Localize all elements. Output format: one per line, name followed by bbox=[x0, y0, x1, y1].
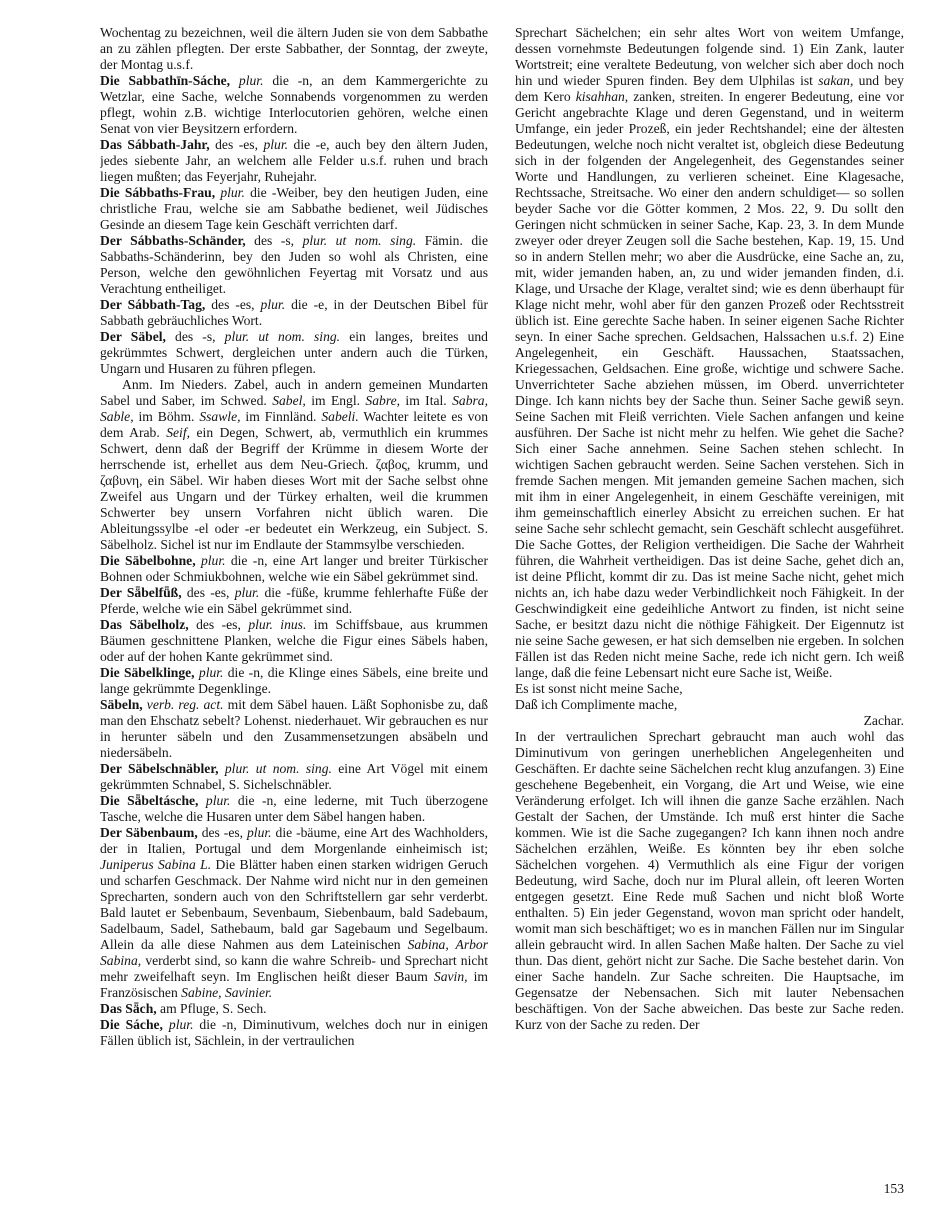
text-run: am Pfluge, S. Sech. bbox=[156, 1001, 267, 1016]
headword: Die Sabbathīn-Sáche, bbox=[100, 73, 231, 88]
text-run: im Engl. bbox=[305, 393, 366, 408]
text-run: Daß ich Complimente mache, bbox=[515, 697, 678, 712]
grammar-label: plur. inus. bbox=[248, 617, 307, 632]
grammar-label: plur. ut nom. sing. bbox=[224, 329, 341, 344]
headword: Die Sáche, bbox=[100, 1017, 163, 1032]
plain-paragraph bbox=[515, 25, 904, 681]
text-run: die -e, in der Deutschen Bibel für Sabbath gebräuchliches Wort. bbox=[100, 297, 488, 328]
headword: Der Sábbaths-Schänder, bbox=[100, 233, 246, 248]
headword: Der Sǟbelfǖß, bbox=[100, 585, 182, 600]
text-run bbox=[230, 73, 239, 88]
grammar-label: plur. bbox=[260, 297, 286, 312]
text-run: im Ital. bbox=[400, 393, 453, 408]
dictionary-entry bbox=[100, 665, 488, 697]
text-run: ein langes, breites und gekrümmtes Schwert, dergleichen unter andern auch die Türken, Ungarn und Husaren zu führen pflegen. bbox=[100, 329, 488, 376]
dictionary-entry bbox=[100, 585, 488, 617]
dictionary-entry bbox=[100, 825, 488, 1001]
text-run: ein Degen, Schwert, ab, vermuthlich ein krummes Schwert, denn daß der Begriff der Krümme in diesem Worte der herrschende ist, erhellet aus dem Neu-Griech. ζαβος, krumm, und ζαβυνη, ein Säbel. Wir haben dieses Wort mit der Sache selbst ohne Zweifel aus Ungarn und der Türkey erhalten, weil die krummen Schwerter bey unsern Vorfahren nicht üblich waren. Die Ableitungssylbe -el oder -er bedeutet ein Werkzeug, ein Subject. S. Säbelholz. Sichel ist nur im Endlaute der Stammsylbe verschieden. bbox=[100, 425, 488, 552]
dictionary-entry bbox=[100, 73, 488, 137]
grammar-label: Sabra, Sable, bbox=[100, 393, 488, 424]
text-run: im Finnländ. bbox=[240, 409, 322, 424]
text-run: die -n, die Klinge eines Säbels, eine breite und lange gekrümmte Degenklinge. bbox=[100, 665, 488, 696]
grammar-label: plur. bbox=[200, 553, 226, 568]
text-run: im Französischen bbox=[100, 969, 488, 1000]
dictionary-entry bbox=[100, 1001, 488, 1017]
headword: Das Sǟch, bbox=[100, 1001, 157, 1016]
text-run: im Böhm. bbox=[133, 409, 200, 424]
headword: Die Säbelklinge, bbox=[100, 665, 195, 680]
grammar-label: plur. bbox=[205, 793, 231, 808]
text-run: Fämin. die Sabbaths-Schänderinn, bey den Juden so wohl als Christen, eine Person, welche den gewöhnlichen Feyertag mit Vorsatz und aus Verachtung entheiliget. bbox=[100, 233, 488, 296]
text-run: verderbt sind, so kann die wahre Schreib- und Sprechart nicht mehr zweifelhaft seyn. Im Englischen heißt dieser Baum bbox=[100, 953, 488, 984]
grammar-label: sakan, bbox=[818, 73, 854, 88]
text-run: die -n, eine Art langer und breiter Türkischer Bohnen oder Schmiukbohnen, welche wie ein Säbel gekrümmet sind. bbox=[100, 553, 488, 584]
grammar-label: Juniperus Sabina L. bbox=[100, 857, 212, 872]
text-run: des -es, bbox=[205, 297, 261, 312]
text-run: die -n, Diminutivum, welches doch nur in einigen Fällen üblich ist, Sächlein, in der vertraulichen bbox=[100, 1017, 488, 1048]
headword: Die Säbelbohne, bbox=[100, 553, 196, 568]
text-run: mit dem Säbel hauen. Läßt Sophonisbe zu, daß man den Ehschatz sebelt? Lohenst. niederhauet. Wir gebrauchen es nur in herunter säbeln und den Zusammensetzungen absäbeln und niedersäbeln. bbox=[100, 697, 488, 760]
grammar-label: Sabel, bbox=[272, 393, 306, 408]
anm-paragraph bbox=[100, 377, 488, 553]
text-run: Zachar. bbox=[863, 713, 904, 728]
dictionary-entry bbox=[100, 761, 488, 793]
dictionary-entry bbox=[100, 1017, 488, 1049]
column-left bbox=[100, 25, 488, 1197]
text-run: die -n, an dem Kammergerichte zu Wetzlar, eine Sache, welche Sonnabends vorgenommen zu werden pflegt, wohin z.B. wichtige Interlocutorien gehören, welche einen Senat von vier Beysitzern erfordern. bbox=[100, 73, 488, 136]
grammar-label: plur. bbox=[263, 137, 289, 152]
grammar-label: Sabina, Arbor Sabina, bbox=[100, 937, 488, 968]
page-number: 153 bbox=[883, 1181, 904, 1196]
plain-paragraph bbox=[100, 25, 488, 73]
grammar-label: Savin, bbox=[433, 969, 468, 984]
grammar-label: Sabeli. bbox=[321, 409, 359, 424]
verse-paragraph bbox=[515, 697, 904, 713]
headword: Säbeln, bbox=[100, 697, 143, 712]
grammar-label: plur. ut nom. sing. bbox=[302, 233, 417, 248]
headword: Der Säbelschnäbler, bbox=[100, 761, 219, 776]
text-run: des -es, bbox=[181, 585, 235, 600]
text-run: Wachter leitete es von dem Arab. bbox=[100, 409, 488, 440]
dictionary-entry bbox=[100, 137, 488, 185]
text-run: und bey dem Kero bbox=[515, 73, 904, 104]
text-run: In der vertraulichen Sprechart gebraucht man auch wohl das Diminutivum von geringen unerheblichen Angelegenheiten und Geschäften. Er dachte seine Sächelchen recht klug anzufangen. 3) Eine geschehene Begebenheit, ein Vorgang, die Art und Weise, wie eine Veränderung erfolget. Ich will ihnen die ganze Sache erzählen. Nach Gestalt der Sachen, der Umstände. Ich muß erst hinter die Sache kommen. Wie ist die Sache zugegangen? Ich kann ihnen noch andre Sächelchen erzählen, Weiße. Es könnten bey ihr eben solche Sächelchen vorgehen. 4) Vermuthlich als eine Figur der vorigen Bedeutung, wird Sache, doch nur im Plural allein, oft leeren Worten entgegen gesetzt. Eine Rede muß Sachen und nicht bloß Worte enthalten. 5) Ein jeder Gegenstand, wovon man spricht oder handelt, womit man sich beschäftiget; wo es in manchen Fällen nur im Singular allein gebraucht wird. In allen Sachen Maße halten. Der Sache zu viel thun. Das dient, gehört nicht zur Sache. Die Sache bestehet darin. Von einer Sache handeln. Zur Sache schreiten. Die Hauptsache, im Gegensatze der Nebensachen. Sich mit lauter Nebensachen beschäftigen. Von der Sache abweichen. Das beste zur Sache reden. Kurz von der Sache zu reden. Der bbox=[515, 729, 904, 1032]
grammar-label: Sabre, bbox=[365, 393, 401, 408]
grammar-label: kisahhan, bbox=[575, 89, 629, 104]
dictionary-entry bbox=[100, 185, 488, 233]
verse-paragraph bbox=[515, 681, 904, 697]
headword: Der Sábbath-Tag, bbox=[100, 297, 206, 312]
text-run: Anm. Im Nieders. Zabel, auch in andern gemeinen Mundarten Sabel und Saber, im Schwed. bbox=[100, 377, 488, 408]
dictionary-entry bbox=[100, 329, 488, 377]
headword: Das Sábbath-Jahr, bbox=[100, 137, 210, 152]
text-run bbox=[198, 793, 205, 808]
dictionary-entry bbox=[100, 553, 488, 585]
text-run: Es ist sonst nicht meine Sache, bbox=[515, 681, 683, 696]
headword: Der Säbenbaum, bbox=[100, 825, 198, 840]
grammar-label: plur. bbox=[238, 73, 264, 88]
headword: Die Sǟbeltásche, bbox=[100, 793, 199, 808]
dictionary-entry bbox=[100, 233, 488, 297]
dictionary-entry bbox=[100, 793, 488, 825]
text-run: Sprechart Sächelchen; ein sehr altes Wort von weitem Umfange, dessen vornehmste Bedeutungen folgende sind. 1) Ein Zank, lauter Wortstreit; eine veraltete Bedeutung, von welcher sich aber doch noch hin und wieder Spuren finden. Bey dem Ulphilas ist bbox=[515, 25, 904, 88]
headword: Das Säbelholz, bbox=[100, 617, 189, 632]
grammar-label: plur. bbox=[234, 585, 260, 600]
dictionary-entry bbox=[100, 297, 488, 329]
text-run: die -bäume, eine Art des Wachholders, der in Italien, Portugal und dem Morgenlande einheimisch ist; bbox=[100, 825, 488, 856]
text-run: die -Weiber, bey den heutigen Juden, eine christliche Frau, welche sie am Sabbathe bedienet, weil Jüdisches Gesinde an diesem Tage kein Geschäft verrichten darf. bbox=[100, 185, 488, 232]
grammar-label: Seif, bbox=[166, 425, 191, 440]
text-run: Die Blätter haben einen starken widrigen Geruch und scharfen Geschmack. Der Nahme wird nicht nur in den gemeinen Sprecharten, sondern auch von den Schriftstellern gar sehr verderbt. Bald lautet er Sebenbaum, Sevenbaum, Siebenbaum, bald Sadebaum, Sadelbaum, Sadel, Sathebaum, bald gar Sagebaum und Segelbaum. Allein da alle diese Nahmen aus dem Lateinischen bbox=[100, 857, 488, 952]
column-right bbox=[515, 25, 904, 1197]
headword: Der Säbel, bbox=[100, 329, 166, 344]
grammar-label: verb. reg. act. bbox=[146, 697, 224, 712]
grammar-label: plur. ut nom. sing. bbox=[224, 761, 332, 776]
text-run: des -s, bbox=[245, 233, 303, 248]
dictionary-entry bbox=[100, 617, 488, 665]
text-run: die -füße, krumme fehlerhafte Füße der Pferde, welche wie ein Säbel gekrümmet sind. bbox=[100, 585, 488, 616]
attribution-paragraph bbox=[515, 713, 904, 729]
text-run: die -n, eine lederne, mit Tuch überzogene Tasche, welche die Husaren unter dem Säbel hangen haben. bbox=[100, 793, 488, 824]
grammar-label: plur. bbox=[168, 1017, 194, 1032]
plain-paragraph bbox=[515, 729, 904, 1033]
grammar-label: Ssawle, bbox=[199, 409, 241, 424]
text-run: des -es, bbox=[197, 825, 247, 840]
grammar-label: plur. bbox=[198, 665, 224, 680]
text-run: im Schiffsbaue, aus krummen Bäumen geschnittene Planken, welche die Figur eines Säbels haben, oder auf der hohen Kante gekrümmet sind. bbox=[100, 617, 488, 664]
dictionary-entry bbox=[100, 697, 488, 761]
grammar-label: plur. bbox=[247, 825, 272, 840]
text-run: zanken, streiten. In engerer Bedeutung, eine vor Gericht angebrachte Klage und deren Gegenstand, und in weiterm Umfange, ein jeder Prozeß, ein jeder Rechtshandel; eine der ältesten Bedeutungen, welche noch nicht veraltet ist, obgleich diese Bedeutung sich in der folgenden der Angelegenheit, des Gegenstandes seiner Worte und Handlungen, zu verlieren scheinet. Eine Klagesache, Rechtssache, Streitsache. Wo einer den andern schuldiget— so sollen beyder Sache vor die Götter kommen, 2 Mos. 22, 9. Du sollt den Geringen nicht schmücken in seiner Sache, Kap. 23, 3. In dem Munde zweyer oder dreyer Zeugen soll die Sache bestehen, Kap. 19, 15. Und so in andern Stellen mehr; wo aber die Ausdrücke, eine Sache an, zu, mit, wider jemanden haben, an, zu und wider jemanden finden, d.i. Klage, und Ursache der Klage, veraltet sind; wie es denn überhaupt für Klage nicht mehr, wohl aber für den ganzen Prozeß oder Rechtsstreit üblich ist. Eine gerechte Sache haben. In seiner eigenen Sache Richter seyn. In einer Sache sprechen. Geldsachen, Halssachen u.s.f. 2) Eine Angelegenheit, ein Geschäft. Haussachen, Staatssachen, Kriegessachen, Geldsachen. Eine große, wichtige und schwere Sache. Unverrichteter Sache abziehen müssen, im Oberd. unverrichteter Dinge. Ich kann nichts bey der Sache thun. Seiner Sache gewiß seyn. Seine Sachen mit Fleiß verrichten. Viele Sachen anfangen und keine ausführen. Der Sache ist nicht mehr zu helfen. Wie gehet die Sache? Sich einer Sache annehmen. Seine Sachen stehen schlecht. In wichtigen Sachen gebraucht werden. Seine Sachen verstehen. Sich in fremde Sachen mengen. Mit jemanden gemeine Sachen machen, sich mit ihm in einer Angelegenheit, in einem Geschäfte vereinigen, mit ihm gemeinschaftlich einerley Absicht zu erreichen suchen. Er hat seine Sache sehr schlecht gemacht, sein Geschäft schlecht ausgeführet. Die Sache Gottes, der Religion vertheidigen. Die Sache der Wahrheit führen, die Wahrheit vertheidigen. Das ist deine Sache, gehet dich an, ist deine Pflicht, kommt dir zu. Das ist meine Sache nicht, gehet mich nichts an, ich habe dazu weder Verbindlichkeit noch Fähigkeit. In der Geschwindigkeit eine gedeihliche Antwort zu finden, ist nicht seine Sache, er besitzt dazu nicht die nöthige Fähigkeit. Der Eigennutz ist nie seine Sache gewesen, er hat sich demselben nie ergeben. In solchen Fällen ist das Reden nicht meine Sache, rede ich nicht gern. Ich weiß lange, daß die feine Lebensart nicht eure Sache ist, Weiße. bbox=[515, 89, 904, 680]
headword: Die Sábbaths-Frau, bbox=[100, 185, 216, 200]
grammar-label: plur. bbox=[220, 185, 245, 200]
text-run: des -s, bbox=[165, 329, 225, 344]
text-run: die -e, auch bey den ältern Juden, jedes siebente Jahr, an welchem alle Felder u.s.f. ruhen und brach liegen mußten; das Feyerjahr, Ruhejahr. bbox=[100, 137, 488, 184]
text-run: Wochentag zu bezeichnen, weil die ältern Juden sie von dem Sabbathe an zu zählen pflegten. Der erste Sabbather, der Sonntag, der zweyte, der Montag u.s.f. bbox=[100, 25, 488, 72]
grammar-label: Sabine, Savinier. bbox=[181, 985, 273, 1000]
text-run: des -es, bbox=[188, 617, 249, 632]
text-run: eine Art Vögel mit einem gekrümmten Schnabel, S. Sichelschnäbler. bbox=[100, 761, 488, 792]
text-run: des -es, bbox=[209, 137, 264, 152]
